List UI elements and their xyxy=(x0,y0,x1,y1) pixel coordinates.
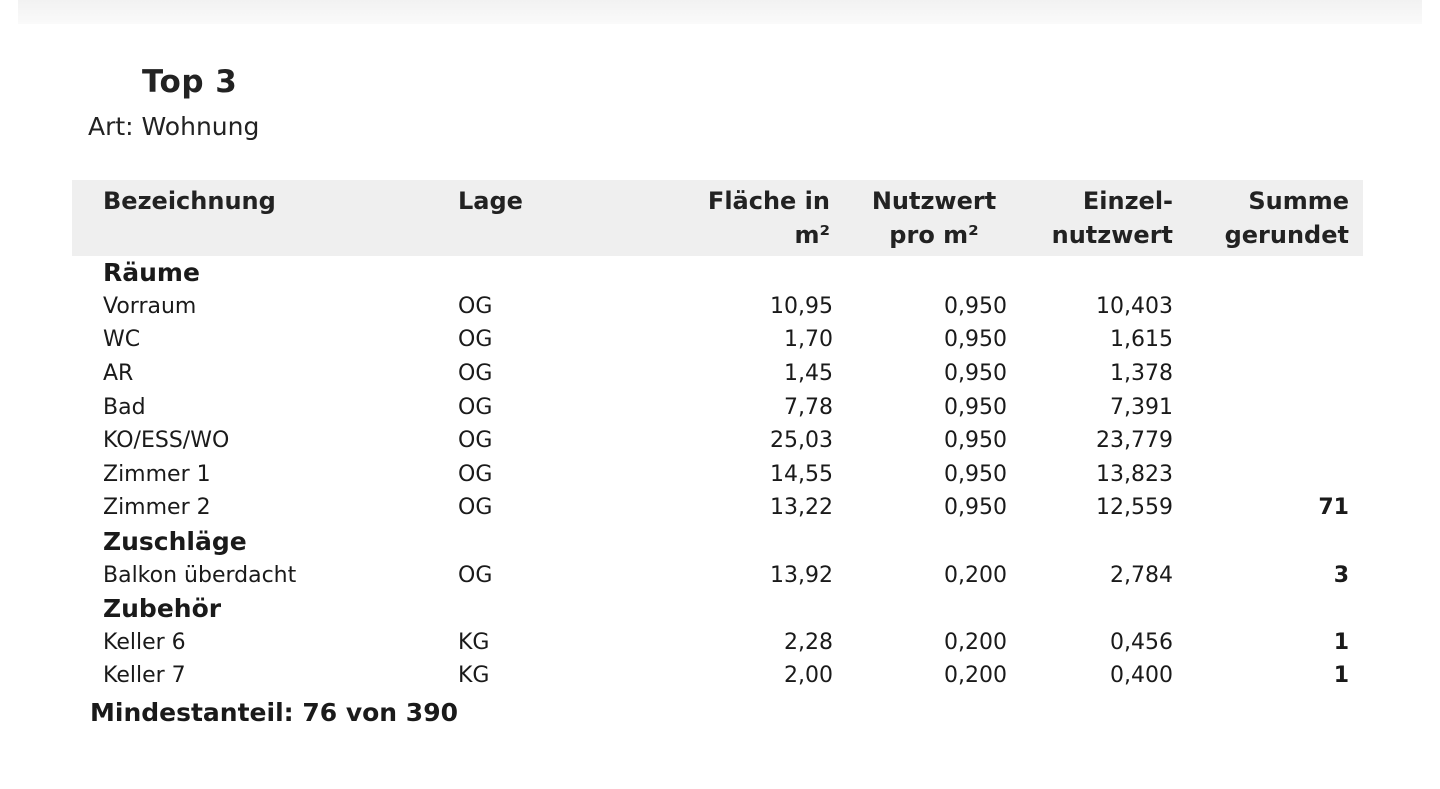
cell-flaeche: 13,92 xyxy=(770,562,833,588)
cell-flaeche: 2,00 xyxy=(784,663,833,689)
cell-einzelnutzwert: 0,400 xyxy=(1110,663,1173,689)
cell-einzelnutzwert: 2,784 xyxy=(1110,562,1173,588)
cell-lage: OG xyxy=(458,428,493,454)
table-row xyxy=(72,290,1363,324)
table-row xyxy=(72,323,1363,357)
table-row xyxy=(72,424,1363,458)
cell-einzelnutzwert: 1,615 xyxy=(1110,327,1173,353)
cell-nutzwert: 0,200 xyxy=(944,562,1007,588)
cell-bezeichnung: WC xyxy=(103,327,141,353)
cell-nutzwert: 0,950 xyxy=(944,394,1007,420)
cell-bezeichnung: Vorraum xyxy=(103,293,197,319)
table-row xyxy=(72,659,1363,693)
cell-einzelnutzwert: 1,378 xyxy=(1110,361,1173,387)
table-row xyxy=(72,390,1363,424)
cell-summe xyxy=(1186,424,1363,458)
cell-bezeichnung: Bad xyxy=(103,394,146,420)
cell-einzelnutzwert: 0,456 xyxy=(1110,629,1173,655)
cell-lage: KG xyxy=(458,629,490,655)
cell-nutzwert: 0,200 xyxy=(944,629,1007,655)
cell-flaeche: 2,28 xyxy=(784,629,833,655)
header-nutzwert: Nutzwert pro m² xyxy=(871,187,997,249)
cell-nutzwert: 0,950 xyxy=(944,461,1007,487)
cell-bezeichnung: KO/ESS/WO xyxy=(103,428,230,454)
table-row xyxy=(72,491,1363,525)
cell-bezeichnung: Keller 6 xyxy=(103,629,186,655)
unit-type: Art: Wohnung xyxy=(88,112,260,141)
header-row xyxy=(72,180,1363,256)
table-header xyxy=(72,180,1363,256)
cell-summe xyxy=(1186,390,1363,424)
cell-summe xyxy=(1186,323,1363,357)
section-label: Räume xyxy=(103,258,200,288)
section-row xyxy=(72,592,1363,626)
table-row xyxy=(72,626,1363,660)
table-row xyxy=(72,458,1363,492)
cell-lage: OG xyxy=(458,495,493,521)
header-summe: Summe gerundet xyxy=(1224,187,1349,249)
cell-bezeichnung: Zimmer 1 xyxy=(103,461,211,487)
cell-einzelnutzwert: 13,823 xyxy=(1096,461,1173,487)
cell-einzelnutzwert: 12,559 xyxy=(1096,495,1173,521)
cell-summe xyxy=(1186,290,1363,324)
cell-einzelnutzwert: 23,779 xyxy=(1096,428,1173,454)
cell-lage: KG xyxy=(458,663,490,689)
cell-nutzwert: 0,200 xyxy=(944,663,1007,689)
section-label: Zubehör xyxy=(103,594,222,624)
cell-lage: OG xyxy=(458,327,493,353)
cell-nutzwert: 0,950 xyxy=(944,327,1007,353)
cell-summe: 71 xyxy=(1318,495,1349,521)
cell-summe: 3 xyxy=(1333,562,1349,588)
mindestanteil: Mindestanteil: 76 von 390 xyxy=(90,698,458,727)
cell-flaeche: 7,78 xyxy=(784,394,833,420)
cell-summe: 1 xyxy=(1333,629,1349,655)
cell-summe xyxy=(1186,458,1363,492)
section-label: Zuschläge xyxy=(103,527,247,557)
section-row xyxy=(72,525,1363,559)
cell-bezeichnung: AR xyxy=(103,361,134,387)
cell-lage: OG xyxy=(458,293,493,319)
table-row xyxy=(72,357,1363,391)
cell-lage: OG xyxy=(458,461,493,487)
cell-nutzwert: 0,950 xyxy=(944,428,1007,454)
unit-title: Top 3 xyxy=(142,64,238,100)
header-flaeche: Fläche in m² xyxy=(707,187,830,249)
header-bezeichnung: Bezeichnung xyxy=(103,187,276,215)
cell-summe xyxy=(1186,357,1363,391)
cell-bezeichnung: Zimmer 2 xyxy=(103,495,211,521)
cell-flaeche: 1,45 xyxy=(784,361,833,387)
table-body xyxy=(72,256,1363,693)
cell-flaeche: 13,22 xyxy=(770,495,833,521)
cell-bezeichnung: Keller 7 xyxy=(103,663,186,689)
section-row xyxy=(72,256,1363,290)
cell-nutzwert: 0,950 xyxy=(944,495,1007,521)
header-lage: Lage xyxy=(458,187,523,215)
cell-lage: OG xyxy=(458,361,493,387)
cell-flaeche: 1,70 xyxy=(784,327,833,353)
cell-einzelnutzwert: 10,403 xyxy=(1096,293,1173,319)
cell-flaeche: 14,55 xyxy=(770,461,833,487)
nutzwert-table xyxy=(72,180,1363,693)
header-einzelnutzwert: Einzel- nutzwert xyxy=(1051,187,1173,249)
cell-summe: 1 xyxy=(1333,663,1349,689)
cell-lage: OG xyxy=(458,562,493,588)
cell-flaeche: 25,03 xyxy=(770,428,833,454)
cell-lage: OG xyxy=(458,394,493,420)
table-row xyxy=(72,558,1363,592)
top-strip xyxy=(18,0,1422,24)
cell-einzelnutzwert: 7,391 xyxy=(1110,394,1173,420)
cell-nutzwert: 0,950 xyxy=(944,361,1007,387)
cell-flaeche: 10,95 xyxy=(770,293,833,319)
cell-bezeichnung: Balkon überdacht xyxy=(103,562,297,588)
cell-nutzwert: 0,950 xyxy=(944,293,1007,319)
